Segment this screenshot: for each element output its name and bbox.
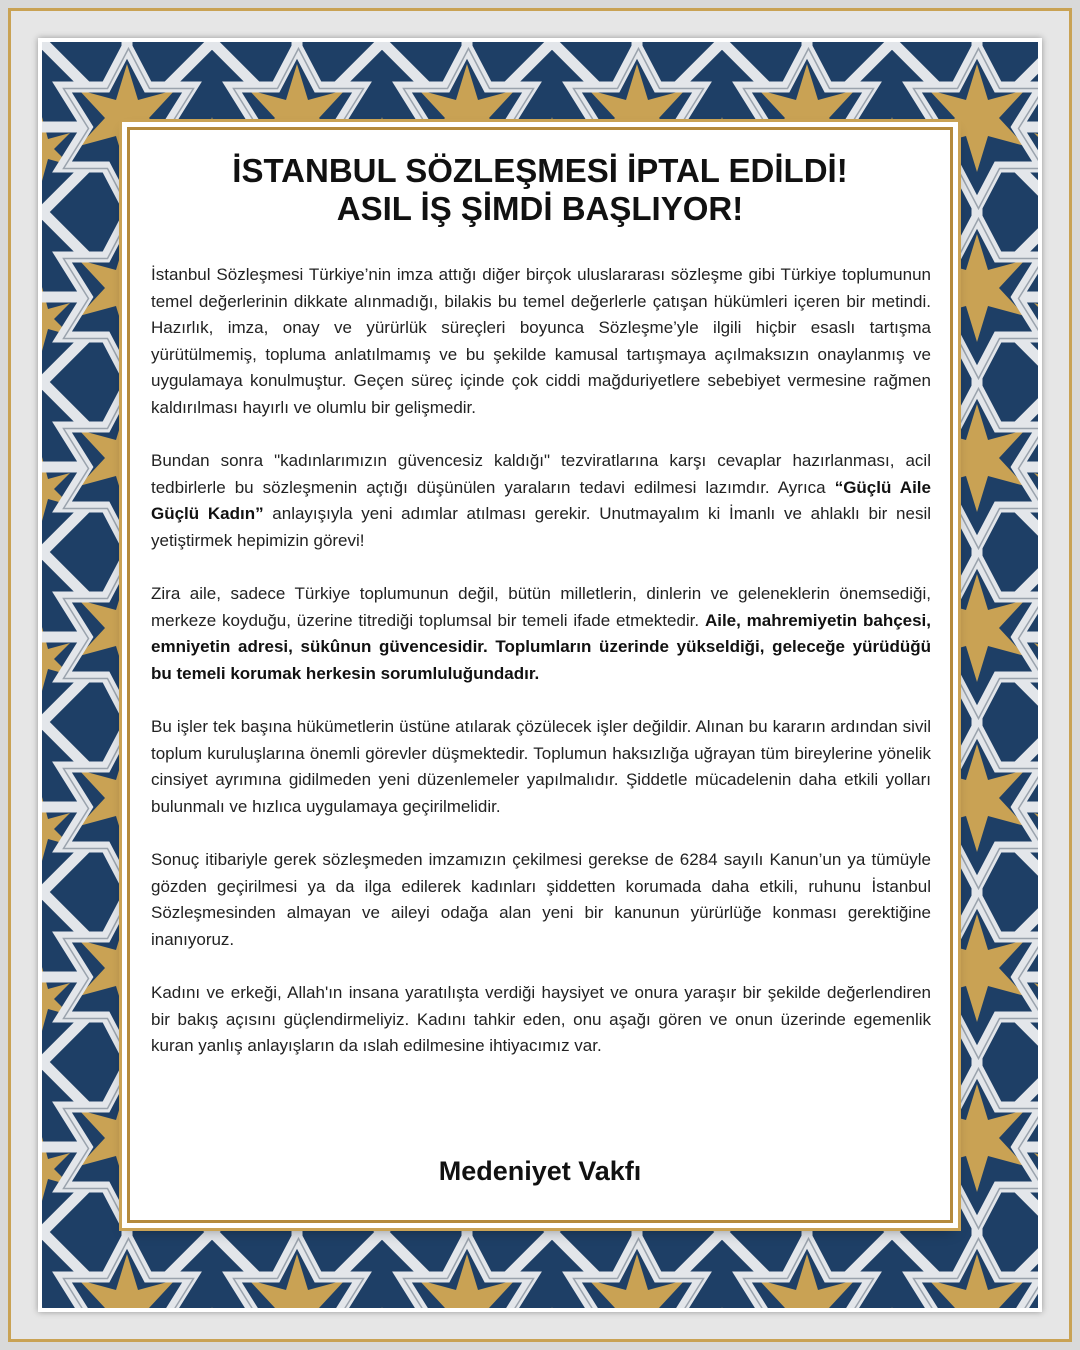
paragraph-3: Zira aile, sadece Türkiye toplumunun değil, bütün milletlerin, dinlerin ve geleneklerin önemsediği, merkeze koyduğu, üzerine titrediği toplumsal bir temeli ifade etmektedir. Aile, mahremiyetin bahçesi, emniyetin adresi, sükûnun güvencesidir. Toplumların üzerinde yükseldiği, geleceğe yürüdüğü bu temeli korumak herkesin sorumluluğundadır. <box>151 584 932 683</box>
content-panel <box>127 127 953 1223</box>
title-line-1: İSTANBUL SÖZLEŞMESİ İPTAL EDİLDİ! <box>232 152 848 189</box>
slogan-bold: “Güçlü Aile Güçlü Kadın” <box>151 477 931 524</box>
page-title <box>130 152 950 228</box>
paragraph-2: Bundan sonra "kadınlarımızın güvencesiz kaldığı" tezviratlarına karşı cevaplar hazırlanması, acil tedbirlerle bu sözleşmenin açtığı düşünülen yaraların tedavi edilmesi lazımdır. Ayrıca “Güçlü Aile Güçlü Kadın” anlayışıyla yeni adımlar atılması gerekir. Unutmayalım ki İmanlı ve ahlaklı bir nesil yetiştirmek hepimizin görevi! <box>151 451 931 550</box>
body-text <box>151 262 931 1086</box>
title-line-2: ASIL İŞ ŞİMDİ BAŞLIYOR! <box>336 190 744 227</box>
paragraph-5: Sonuç itibariyle gerek sözleşmeden imzamızın çekilmesi gerekse de 6284 sayılı Kanun’un ya tümüyle gözden geçirilmesi ya da ilga edilerek kadınları şiddetten korumada daha etkili, ruhunu İstanbul Sözleşmesinden almayan ve aileyi odağa alan yeni bir kanunun yürürlüğe konması gerektiğine inanıyoruz. <box>151 850 931 949</box>
paragraph-1: İstanbul Sözleşmesi Türkiye’nin imza attığı diğer birçok uluslararası sözleşme gibi Türkiye toplumunun temel değerlerinin dikkate alınmadığı, bilakis bu temel değerlerle çatışan hükümleri içeren bir metindi. Hazırlık, imza, onay ve yürürlük süreçleri boyunca Sözleşme’yle ilgili hiçbir esaslı tartışma yürütülmemiş, topluma anlatılmamış ve bu şekilde kamusal tartışmaya açılmaksızın onaylanmış ve uygulamaya konulmuştur. Geçen süreç içinde çok ciddi mağduriyetlere sebebiyet vermesine rağmen kaldırılması hayırlı ve olumlu bir gelişmedir. <box>151 265 931 417</box>
paragraph-4: Bu işler tek başına hükümetlerin üstüne atılarak çözülecek işler değildir. Alınan bu kararın ardından sivil toplum kuruluşlarına önemli görevler düşmektedir. Toplumun haksızlığa uğrayan tüm bireylerine yönelik cinsiyet ayrımına gidilmeden yeni düzenlemeler yapılmalıdır. Şiddetle mücadelenin daha etkili yolları bulunmalı ve hızlıca uygulamaya geçirilmelidir. <box>151 717 931 816</box>
paragraph-6: Kadını ve erkeği, Allah'ın insana yaratılışta verdiği haysiyet ve onura yaraşır bir şekilde değerlendiren bir bakış açısını güçlendirmeliyiz. Kadını tahkir eden, onu aşağı gören ve onun üzerinde egemenlik kuran yanlış anlayışların da ıslah edilmesine ihtiyacımız var. <box>151 983 931 1056</box>
signature: Medeniyet Vakfı <box>438 1156 642 1186</box>
family-statement-bold: Aile, mahremiyetin bahçesi, emniyetin adresi, sükûnun güvencesidir. Toplumların üzerinde yükseldiği, geleceğe yürüdüğü bu temeli korumak herkesin sorumluluğundadır. <box>151 610 932 683</box>
